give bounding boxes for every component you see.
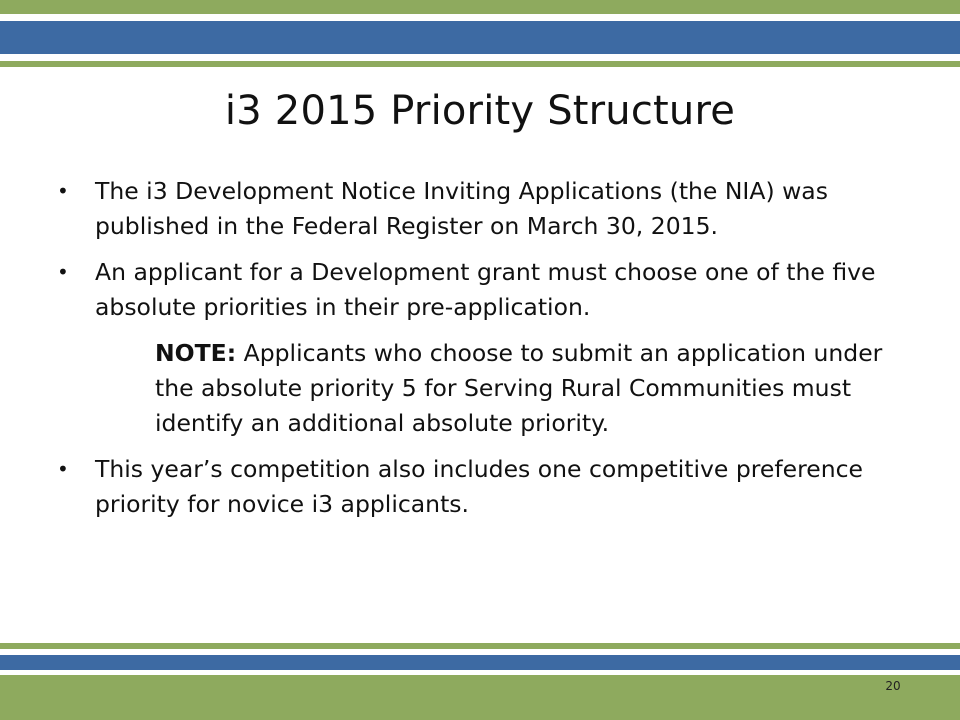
- bottom-green-band: [0, 675, 960, 720]
- note-block: [155, 336, 907, 441]
- page-number: 20: [885, 679, 901, 693]
- bullet-text: An applicant for a Development grant must choose one of the five absolute priorities in their pre-application.: [95, 258, 876, 321]
- bullet-dot: •: [57, 260, 69, 284]
- note-label: NOTE:: [155, 339, 237, 367]
- bullet-dot: •: [57, 179, 69, 203]
- bullet-dot: •: [57, 457, 69, 481]
- bullet-text: The i3 Development Notice Inviting Applications (the NIA) was published in the Federal Register on March 30, 2015.: [95, 177, 828, 240]
- top-green-band: [0, 0, 960, 14]
- bottom-green-stripe: [0, 643, 960, 649]
- top-blue-band: [0, 21, 960, 54]
- note-text: Applicants who choose to submit an application under the absolute priority 5 for Serving Rural Communities must identify an additional absolute priority.: [155, 339, 883, 437]
- slide-content: [57, 174, 907, 533]
- bullet-text: This year’s competition also includes one competitive preference priority for novice i3 applicants.: [95, 455, 863, 518]
- bullet-item: [57, 174, 907, 244]
- bullet-item: [57, 255, 907, 325]
- top-green-stripe: [0, 61, 960, 67]
- slide-title: i3 2015 Priority Structure: [224, 88, 736, 134]
- bullet-item: [57, 452, 907, 522]
- bottom-blue-band: [0, 655, 960, 670]
